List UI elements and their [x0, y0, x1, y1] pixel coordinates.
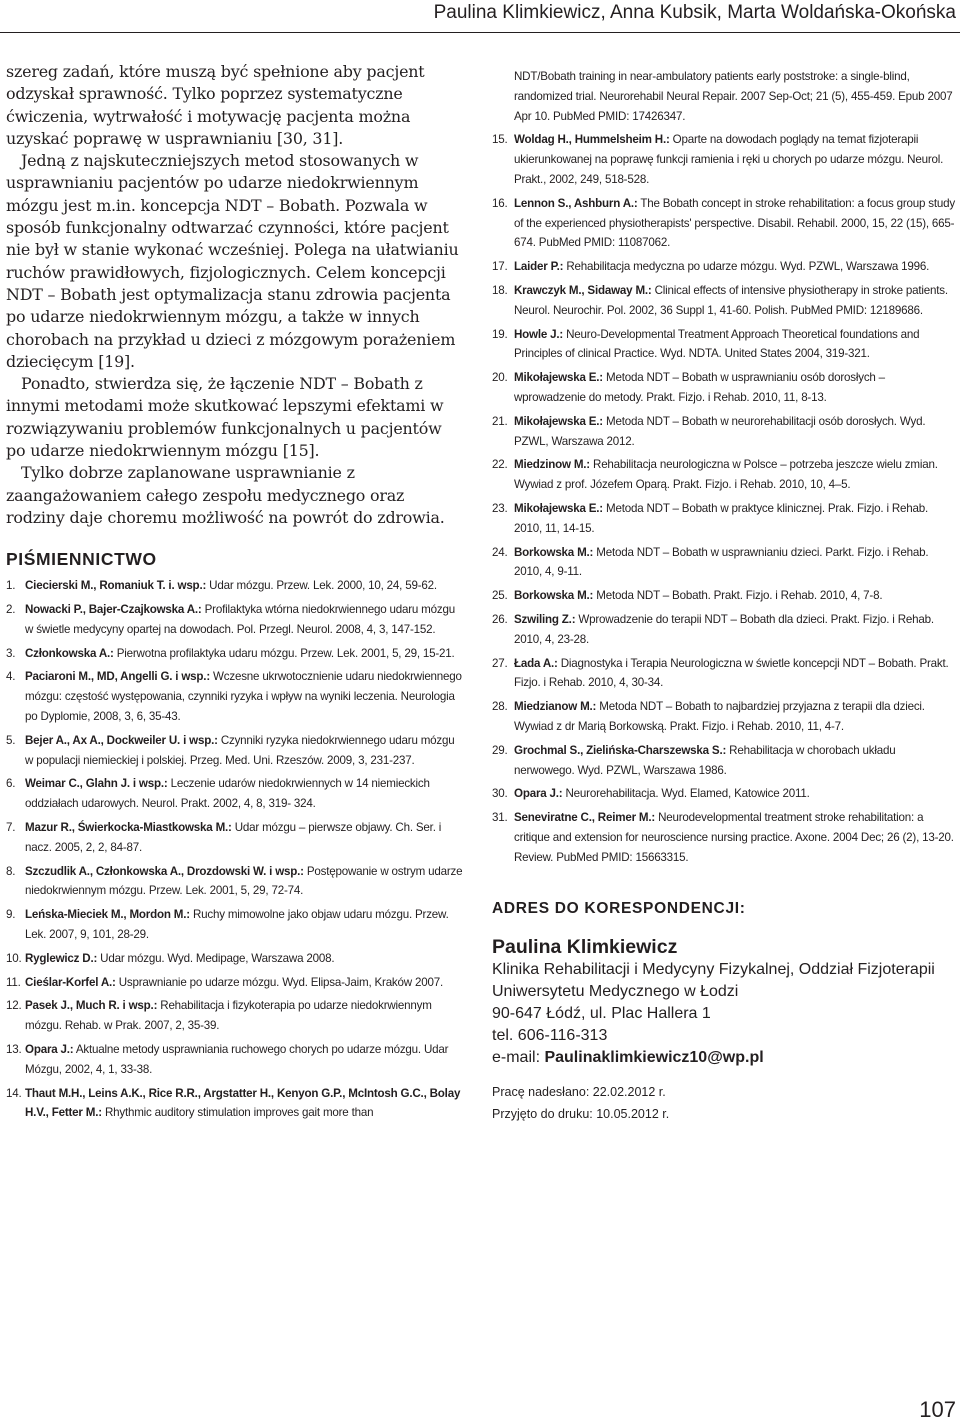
reference-item: [492, 586, 956, 606]
reference-number: 23.: [492, 501, 508, 515]
reference-number: 25.: [492, 589, 508, 603]
submission-dates: [492, 1081, 956, 1125]
reference-authors: Cieślar-Korfel A.:: [25, 975, 116, 989]
correspondence-name: Paulina Klimkiewicz: [492, 936, 678, 959]
reference-citation: Metoda NDT – Bobath w usprawnianiu osób dorosłych – wprowadzenie do metody. Prakt. Fizjo. i Rehab. 2010, 11, 8-13.: [514, 371, 885, 404]
reference-authors: Howle J.:: [514, 327, 564, 341]
reference-number: 3.: [6, 646, 16, 660]
reference-citation: Neuro-Developmental Treatment Approach Theoretical foundations and Principles of clinical Practice. Wyd. NDTA. United States 2004, 319-321.: [514, 327, 920, 361]
reference-citation: Diagnostyka i Terapia Neurologiczna w świetle koncepcji NDT – Bobath. Prakt. Fizjo. i Rehab. 2010, 4, 30-34.: [514, 656, 949, 690]
reference-item: [6, 731, 464, 771]
running-head-authors: Paulina Klimkiewicz, Anna Kubsik, Marta Woldańska-Okońska: [433, 2, 956, 23]
reference-citation: Usprawnianie po udarze mózgu. Wyd. Elipsa-Jaim, Kraków 2007.: [118, 975, 443, 989]
reference-authors: Miedzinow M.:: [514, 458, 590, 472]
references-heading: PIŚMIENNICTWO: [6, 549, 157, 570]
reference-authors: Borkowska M.:: [514, 589, 594, 603]
reference-item: [492, 281, 956, 321]
references-list-right: [492, 67, 956, 867]
reference-item: [492, 412, 956, 452]
reference-number: 21.: [492, 414, 508, 428]
reference-authors: Thaut M.H., Leins A.K., Rice R.R., Argstatter H., Kenyon G.P., McIntosh G.C., Bolay H.V., Fetter M.:: [25, 1086, 461, 1120]
reference-item: [6, 973, 464, 993]
right-column: [492, 67, 956, 1125]
email-label: e-mail:: [492, 1049, 545, 1067]
reference-item: [6, 949, 464, 969]
reference-authors: Paciaroni M., MD, Angelli G. i wsp.:: [25, 670, 210, 684]
reference-authors: Szczudlik A., Członkowska A., Drozdowski W. i wsp.:: [25, 864, 304, 878]
reference-number: 2.: [6, 603, 16, 617]
reference-authors: Leńska-Mieciek M., Mordon M.:: [25, 908, 190, 922]
reference-number: 13.: [6, 1042, 22, 1056]
reference-number: 26.: [492, 612, 508, 626]
date-submitted: Pracę nadesłano: 22.02.2012 r.: [492, 1085, 666, 1100]
reference-item: [6, 1084, 464, 1124]
reference-item: [492, 654, 956, 694]
reference-citation: Metoda NDT – Bobath w praktyce klinicznej. Prak. Fizjo. i Rehab. 2010, 11, 14-15.: [514, 501, 929, 535]
reference-authors: Pasek J., Much R. i wsp.:: [25, 999, 158, 1013]
reference-citation: Neurodevelopmental treatment stroke rehabilitation: a critique and extension for neuroscience nursing practice. Axone. 2004 Dec; 26 (2), 13-20. Review. PubMed PMID: 15663315.: [514, 811, 954, 864]
date-accepted: Przyjęto do druku: 10.05.2012 r.: [492, 1107, 670, 1122]
reference-citation: Postępowanie w ostrym udarze niedokrwiennym mózgu. Przew. Lek. 2001, 5, 29, 72-74.: [25, 864, 463, 898]
reference-number: 1.: [6, 579, 16, 593]
reference-authors: Mikołajewska E.:: [514, 501, 603, 515]
reference-number: 15.: [492, 133, 508, 147]
reference-number: 5.: [6, 733, 16, 747]
reference-number: 27.: [492, 656, 508, 670]
reference-number: 24.: [492, 545, 508, 559]
reference-authors: Mazur R., Świerkocka-Miastkowska M.:: [25, 821, 232, 834]
reference-authors: Mikołajewska E.:: [514, 414, 603, 428]
reference-citation: Rehabilitacja w chorobach układu nerwowego. Wyd. PZWL, Warszawa 1986.: [514, 743, 896, 777]
reference-item: [6, 576, 464, 596]
reference-item: [6, 644, 464, 664]
body-text: [6, 61, 464, 529]
body-paragraph-4: Tylko dobrze zaplanowane usprawnianie z zaangażowaniem całego zespołu medycznego oraz rodziny daje choremu możliwość na powrót do zdrowia.: [6, 463, 445, 527]
email-address[interactable]: Paulinaklimkiewicz10@wp.pl: [544, 1049, 764, 1067]
correspondence-line-2: Uniwersytetu Medycznego w Łodzi: [492, 983, 739, 1001]
reference-citation: The Bobath concept in stroke rehabilitation: a focus group study of the experienced physiotherapists' perspective. Disabil. Rehabil. 2000, 15, 22 (15), 665-674. PubMed PMID: 11087062.: [514, 196, 955, 250]
reference-citation: Rhythmic auditory stimulation improves gait more than: [104, 1106, 374, 1120]
reference-number: 19.: [492, 327, 508, 341]
reference-number: 22.: [492, 458, 508, 472]
reference-number: 4.: [6, 670, 16, 684]
reference-item: [492, 697, 956, 737]
reference-citation: Udar mózgu. Przew. Lek. 2000, 10, 24, 59-62.: [209, 579, 437, 593]
correspondence-line-3: 90-647 Łódź, ul. Plac Hallera 1: [492, 1005, 711, 1023]
reference-number: 30.: [492, 787, 508, 801]
reference-item: [6, 774, 464, 814]
reference-citation: Pierwotna profilaktyka udaru mózgu. Przew. Lek. 2001, 5, 29, 15-21.: [116, 646, 455, 660]
reference-citation: Udar mózgu – pierwsze objawy. Ch. Ser. i nacz. 2005, 2, 2, 84-87.: [25, 821, 442, 854]
reference-item: [492, 808, 956, 867]
correspondence-line-4: tel. 606-116-313: [492, 1027, 608, 1045]
reference-authors: Mikołajewska E.:: [514, 371, 603, 385]
reference-authors: Krawczyk M., Sidaway M.:: [514, 283, 652, 297]
reference-item: [492, 741, 956, 781]
reference-item: [492, 194, 956, 253]
reference-item: [492, 784, 956, 804]
correspondence-heading: ADRES DO KORESPONDENCJI:: [492, 900, 746, 918]
reference-authors: Grochmal S., Zielińska-Charszewska S.:: [514, 743, 727, 757]
page-number: 107: [919, 1397, 956, 1422]
reference-citation: Rehabilitacja neurologiczna w Polsce – potrzeba jeszcze wielu zmian. Wywiad z prof. Józefem Oparą. Prakt. Fizjo. i Rehab. 2010, 10, 4–5.: [514, 458, 938, 492]
reference-item: [492, 130, 956, 189]
reference-citation: Clinical effects of intensive physiotherapy in stroke patients. Neurol. Neurochir. Pol. 2002, 36 Suppl 1, 41-60. Polish. PubMed PMID: 12189686.: [514, 283, 948, 317]
reference-citation: Profilaktyka wtórna niedokrwiennego udaru mózgu w świetle medycyny opartej na dowodach. Pol. Przegl. Neurol. 2008, 4, 3, 147-152.: [25, 603, 455, 636]
header-rule: [0, 32, 960, 33]
reference-number: 12.: [6, 999, 22, 1013]
reference-authors: Lennon S., Ashburn A.:: [514, 196, 638, 210]
correspondence-email-line: [492, 1047, 956, 1069]
reference-item: [6, 667, 464, 726]
left-column: [6, 61, 464, 1127]
body-paragraph-2: Jedną z najskuteczniejszych metod stosowanych w usprawnianiu pacjentów po udarze niedokrwiennym mózgu jest m.in. koncepcja NDT – Bobath. Pozwala w sposób funkcjonalny odtwarzać czynności, które pacjent nie był w stanie wykonać wcześniej. Polega na ułatwianiu ruchów prawidłowych, fizjologicznych. Celem koncepcji NDT – Bobath jest optymalizacja stanu zdrowia pacjenta po udarze niedokrwiennym mózgu, a także w innych chorobach na przykład u dzieci z mózgowym porażeniem dziecięcym [19].: [6, 151, 459, 371]
reference-number: 11.: [6, 975, 21, 989]
references-list-left: [6, 576, 464, 1123]
reference-citation: Rehabilitacja medyczna po udarze mózgu. Wyd. PZWL, Warszawa 1996.: [566, 260, 930, 274]
reference-item: [6, 905, 464, 945]
reference-number: 7.: [6, 821, 16, 834]
reference-citation: Rehabilitacja i fizykoterapia po udarze niedokrwiennym mózgu. Rehab. w Prak. 2007, 2, 35-39.: [25, 999, 432, 1033]
reference-authors: Opara J.:: [25, 1042, 74, 1056]
reference-number: 6.: [6, 777, 16, 791]
reference-number: 9.: [6, 908, 16, 922]
reference-number: 20.: [492, 371, 508, 385]
reference-authors: Borkowska M.:: [514, 545, 594, 559]
reference-citation: Wczesne ukrwotocznienie udaru niedokrwiennego mózgu: częstość występowania, czynniki ryzyka i wpływ na wyniki leczenia. Neurologia po Dyplomie, 2008, 3, 6, 35-43.: [25, 670, 462, 724]
reference-citation: Wprowadzenie do terapii NDT – Bobath dla dzieci. Prakt. Fizjo. i Rehab. 2010, 4, 23-28.: [514, 612, 934, 646]
reference-authors: Opara J.:: [514, 787, 563, 801]
reference-item: [492, 543, 956, 583]
reference-citation: Ruchy mimowolne jako objaw udaru mózgu. Przew. Lek. 2007, 9, 101, 28-29.: [25, 908, 449, 941]
reference-item: [6, 996, 464, 1036]
reference-number: 29.: [492, 743, 508, 757]
reference-number: 8.: [6, 864, 16, 878]
reference-item: [6, 818, 464, 858]
reference-number: 31.: [492, 811, 508, 825]
reference-authors: Woldag H., Hummelsheim H.:: [514, 133, 670, 147]
reference-authors: Ryglewicz D.:: [25, 951, 98, 965]
reference-authors: Członkowska A.:: [25, 646, 114, 660]
reference-authors: Szwiling Z.:: [514, 612, 576, 626]
body-paragraph-3: Ponadto, stwierdza się, że łączenie NDT – Bobath z innymi metodami może skutkować lepszymi efektami w rozwiązywaniu problemów funkcjonalnych u pacjentów po udarze niedokrwiennym mózgu [15].: [6, 374, 444, 461]
body-paragraph-1: szereg zadań, które muszą być spełnione aby pacjent odzyskał sprawność. Tylko poprzez systematyczne ćwiczenia, wytrwałość i motywację pacjenta można uzyskać poprawę w usprawnianiu [30, 31].: [6, 62, 425, 148]
reference-item: [492, 257, 956, 277]
reference-number: 14.: [6, 1086, 22, 1100]
reference-item: [6, 600, 464, 640]
reference-authors: Nowacki P., Bajer-Czajkowska A.:: [25, 603, 202, 617]
reference-item: [6, 862, 464, 902]
reference-citation: Neurorehabilitacja. Wyd. Elamed, Katowice 2011.: [565, 787, 810, 801]
reference-authors: Seneviratne C., Reimer M.:: [514, 811, 656, 825]
reference-citation: Metoda NDT – Bobath w neurorehabilitacji osób dorosłych. Wyd. PZWL, Warszawa 2012.: [514, 414, 926, 448]
reference-number: 28.: [492, 700, 508, 714]
reference-citation: Metoda NDT – Bobath to najbardziej przyjazna z terapii dla dzieci. Wywiad z dr Marią Borkowską. Prakt. Fizjo. i Rehab. 2010, 11, 4-7.: [514, 700, 925, 733]
reference-authors: Łada A.:: [514, 656, 558, 670]
reference-authors: Bejer A., Ax A., Dockweiler U. i wsp.:: [25, 733, 218, 747]
reference-item: [492, 325, 956, 365]
reference-citation: Udar mózgu. Wyd. Medipage, Warszawa 2008.: [100, 951, 335, 965]
reference-authors: Miedzianow M.:: [514, 700, 597, 714]
reference-number: 16.: [492, 196, 508, 210]
reference-authors: Ciecierski M., Romaniuk T. i. wsp.:: [25, 579, 207, 593]
reference-item: [492, 455, 956, 495]
reference-item: [6, 1040, 464, 1080]
reference-citation: Metoda NDT – Bobath w usprawnianiu dzieci. Parkt. Fizjo. i Rehab. 2010, 4, 9-11.: [514, 545, 929, 579]
reference-citation: Oparte na dowodach poglądy na temat fizjoterapii ukierunkowanej na poprawę funkcji ramienia i ręki u chorych po udarze mózgu. Neurol. Prakt., 2002, 249, 518-528.: [514, 133, 944, 186]
reference-citation: Aktualne metody usprawniania ruchowego chorych po udarze mózgu. Udar Mózgu, 2002, 4, 1, 33-38.: [25, 1042, 449, 1076]
reference-item: [492, 368, 956, 408]
reference-citation: Leczenie udarów niedokrwiennych w 14 niemieckich oddziałach udarowych. Neurol. Prakt. 2002, 4, 8, 319- 324.: [25, 777, 430, 811]
reference-authors: Laider P.:: [514, 260, 564, 274]
reference-citation: Czynniki ryzyka niedokrwiennego udaru mózgu w populacji niemieckiej i polskiej. Przeg. Med. Uni. Rzeszów. 2009, 3, 231-237.: [25, 733, 455, 767]
reference-citation: NDT/Bobath training in near-ambulatory patients early poststroke: a single-blind, randomized trial. Neurorehabil Neural Repair. 2007 Sep-Oct; 21 (5), 455-459. Epub 2007 Apr 10. PubMed PMID: 17426347.: [514, 70, 953, 123]
reference-item: [492, 67, 956, 126]
reference-citation: Metoda NDT – Bobath. Prakt. Fizjo. i Rehab. 2010, 4, 7-8.: [596, 589, 883, 603]
reference-number: 18.: [492, 283, 508, 297]
reference-authors: Weimar C., Glahn J. i wsp.:: [25, 777, 168, 791]
reference-number: 17.: [492, 260, 508, 274]
reference-item: [492, 610, 956, 650]
reference-number: 10.: [6, 951, 22, 965]
reference-item: [492, 499, 956, 539]
correspondence-line-1: Klinika Rehabilitacji i Medycyny Fizykalnej, Oddział Fizjoterapii: [492, 961, 935, 979]
